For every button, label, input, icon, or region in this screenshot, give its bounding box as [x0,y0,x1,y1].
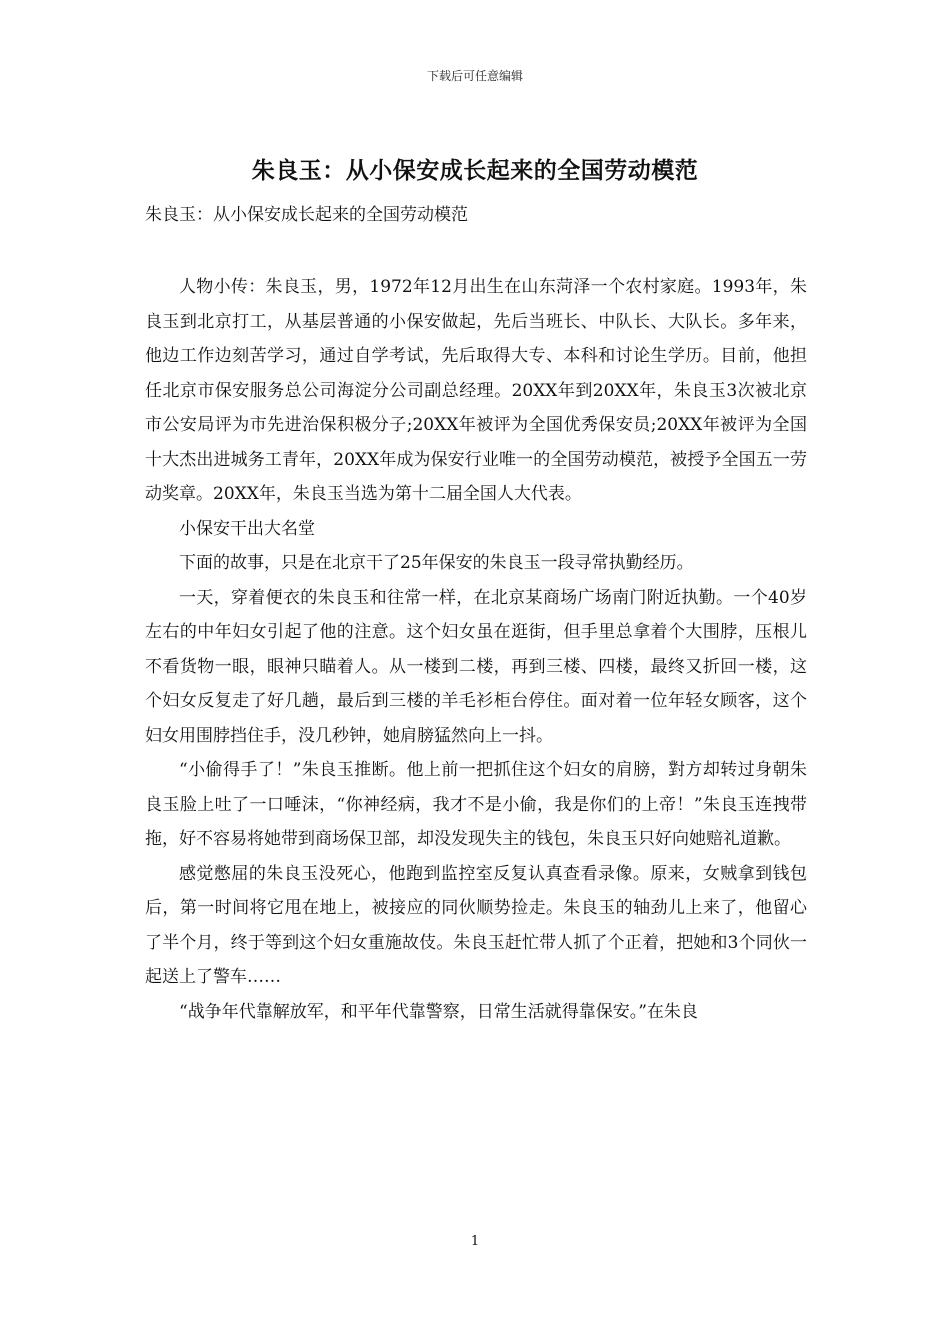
section-heading: 小保安干出大名堂 [179,518,315,539]
paragraph-biography: 人物小传：朱良玉，男，1972年12月出生在山东菏泽一个农村家庭。1993年，朱良玉到北京打工，从基层普通的小保安做起，先后当班长、中队长、大队长。多年来，他边工作边刻苦学习，通过自学考试，先后取得大专、本科和讨论生学历。目前，他担任北京市保安服务总公司海淀分公司副总经理。20XX年到20XX年，朱良玉3次被北京市公安局评为市先进治保积极分子;20XX年被评为全国优秀保安员;20XX年被评为全国十大杰出进城务工青年，20XX年成为保安行业唯一的全国劳动模范，被授予全国五一劳动奖章。20XX年，朱良玉当选为第十二届全国人大代表。 [145,277,807,504]
paragraph: 感觉憋屈的朱良玉没死心，他跑到监控室反复认真查看录像。原来，女贼拿到钱包后，第一时间将它甩在地上，被接应的同伙顺势捡走。朱良玉的轴劲儿上来了，他留心了半个月，终于等到这个妇女重施故伎。朱良玉赶忙带人抓了个正着，把她和3个同伙一起送上了警车…… [145,863,807,987]
document-title: 朱良玉：从小保安成长起来的全国劳动模范 [251,157,699,184]
document-subtitle: 朱良玉：从小保安成长起来的全国劳动模范 [145,205,468,225]
document-body [145,270,807,1029]
paragraph: 一天，穿着便衣的朱良玉和往常一样，在北京某商场广场南门附近执勤。一个40岁左右的中年妇女引起了他的注意。这个妇女虽在逛街，但手里总拿着个大围脖，压根儿不看货物一眼，眼神只瞄着人。从一楼到二楼，再到三楼、四楼，最终又折回一楼，这个妇女反复走了好几趟，最后到三楼的羊毛衫柜台停住。面对着一位年轻女顾客，这个妇女用围脖挡住手，没几秒钟，她肩膀猛然向上一抖。 [145,587,807,746]
paragraph: 下面的故事，只是在北京干了25年保安的朱良玉一段寻常执勤经历。 [179,553,694,573]
paragraph: “小偷得手了！”朱良玉推断。他上前一把抓住这个妇女的肩膀，對方却转过身朝朱良玉脸上吐了一口唾沫，“你神经病，我才不是小偷，我是你们的上帝！”朱良玉连拽带拖，好不容易将她带到商场保卫部，却没发现失主的钱包，朱良玉只好向她赔礼道歉。 [145,760,807,849]
header-note: 下载后可任意编辑 [426,69,523,83]
page-number: 1 [470,1234,480,1249]
paragraph: “战争年代靠解放军，和平年代靠警察，日常生活就得靠保安。”在朱良 [179,1001,698,1022]
